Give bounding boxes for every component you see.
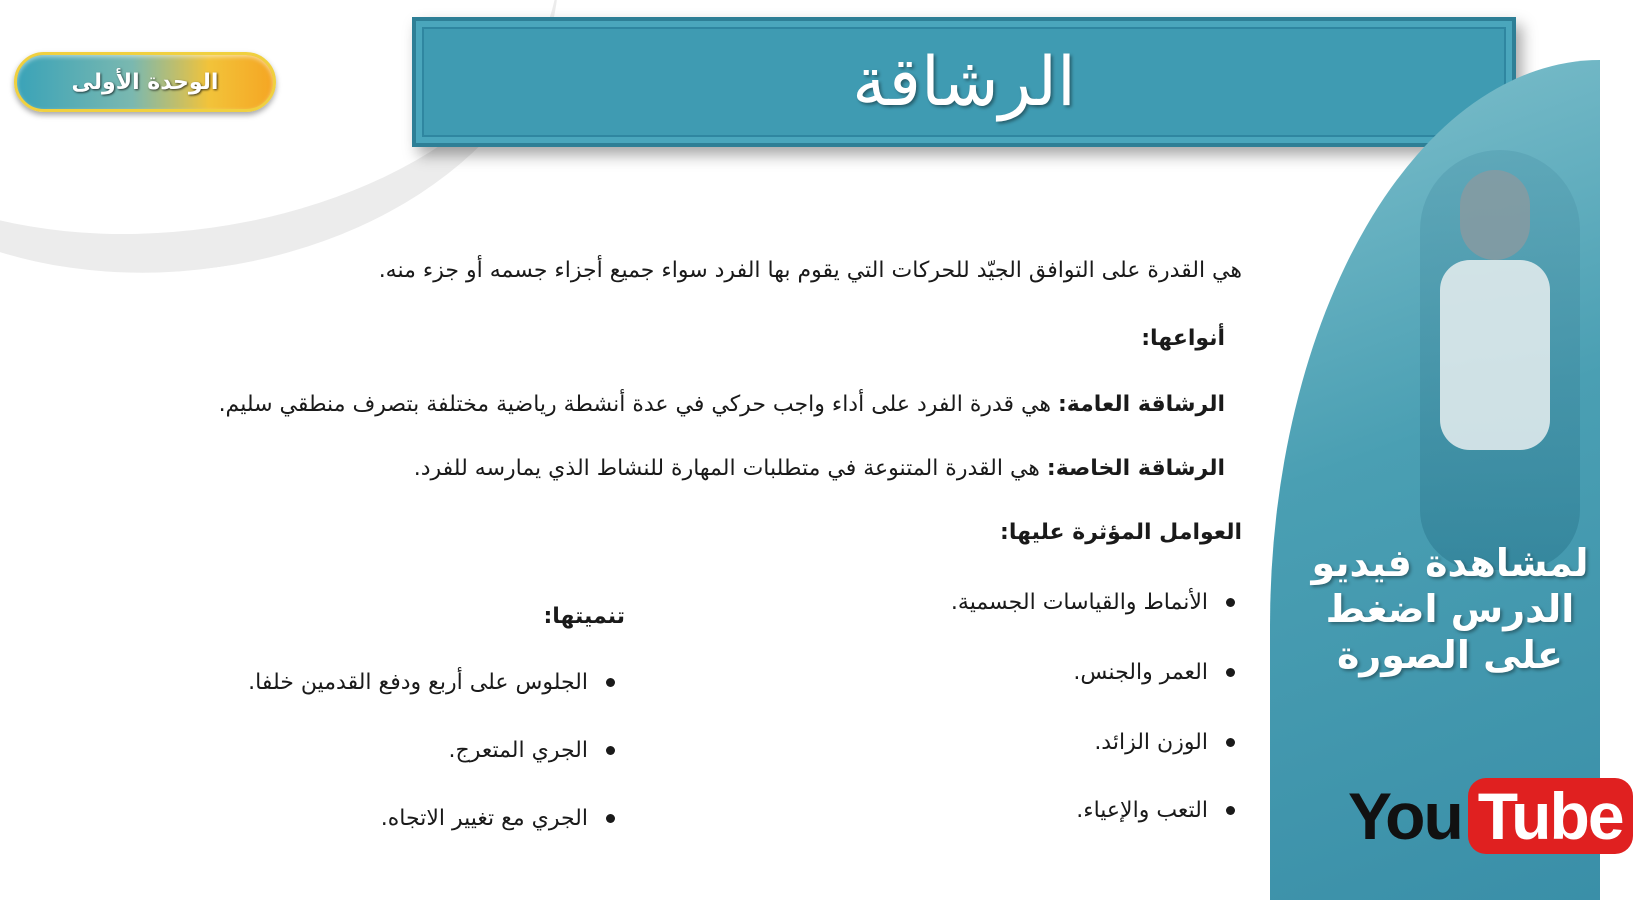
factor-item-3: الوزن الزائد.	[1094, 730, 1208, 755]
type-general	[219, 392, 1225, 417]
bullet-icon	[1226, 668, 1235, 677]
youtube-logo[interactable]	[1348, 778, 1633, 854]
list-item	[1076, 798, 1235, 823]
type-special-label: الرشاقة الخاصة:	[1046, 456, 1225, 481]
development-heading: تنميتها:	[543, 604, 625, 629]
video-cta-line-3: على الصورة	[1336, 633, 1563, 677]
type-general-text: هي قدرة الفرد على أداء واجب حركي في عدة أنشطة رياضية مختلفة بتصرف منطقي سليم.	[218, 392, 1051, 417]
list-item	[1073, 660, 1235, 685]
definition-text: هي القدرة على التوافق الجيّد للحركات التي يقوم بها الفرد سواء جميع أجزاء جسمه أو جزء منه.	[378, 258, 1242, 283]
bullet-icon	[1226, 598, 1235, 607]
bullet-icon	[606, 814, 615, 823]
youtube-logo-tube: Tube	[1468, 778, 1633, 854]
bullet-icon	[606, 678, 615, 687]
bullet-icon	[1226, 738, 1235, 747]
types-heading: أنواعها:	[1141, 326, 1225, 351]
title-banner	[412, 17, 1516, 147]
video-cta-line-1: لمشاهدة فيديو	[1311, 541, 1589, 585]
development-item-3: الجري مع تغيير الاتجاه.	[380, 806, 588, 831]
bullet-icon	[606, 746, 615, 755]
page-title: الرشاقة	[852, 42, 1076, 122]
list-item	[1094, 730, 1235, 755]
bullet-icon	[1226, 806, 1235, 815]
list-item	[248, 670, 615, 695]
list-item	[449, 738, 616, 763]
factor-item-1: الأنماط والقياسات الجسمية.	[950, 590, 1208, 615]
unit-label: الوحدة الأولى	[71, 69, 219, 95]
development-item-2: الجري المتعرج.	[448, 738, 588, 763]
type-general-label: الرشاقة العامة:	[1057, 392, 1225, 417]
video-cta[interactable]	[1300, 540, 1600, 678]
video-cta-line-2: الدرس اضغط	[1325, 587, 1575, 631]
list-item	[381, 806, 615, 831]
factor-item-2: العمر والجنس.	[1073, 660, 1208, 685]
runner-shirt-image	[1440, 260, 1550, 450]
factors-heading: العوامل المؤثرة عليها:	[1000, 520, 1242, 545]
type-special-text: هي القدرة المتنوعة في متطلبات المهارة للنشاط الذي يمارسه للفرد.	[413, 456, 1040, 481]
runner-head-image	[1460, 170, 1530, 260]
youtube-logo-you: You	[1348, 779, 1462, 853]
unit-badge[interactable]	[14, 52, 276, 112]
development-item-1: الجلوس على أربع ودفع القدمين خلفا.	[248, 670, 588, 695]
list-item	[951, 590, 1235, 615]
type-special	[414, 456, 1225, 481]
video-thumbnail[interactable]	[1270, 60, 1600, 900]
factor-item-4: التعب والإعياء.	[1076, 798, 1208, 823]
